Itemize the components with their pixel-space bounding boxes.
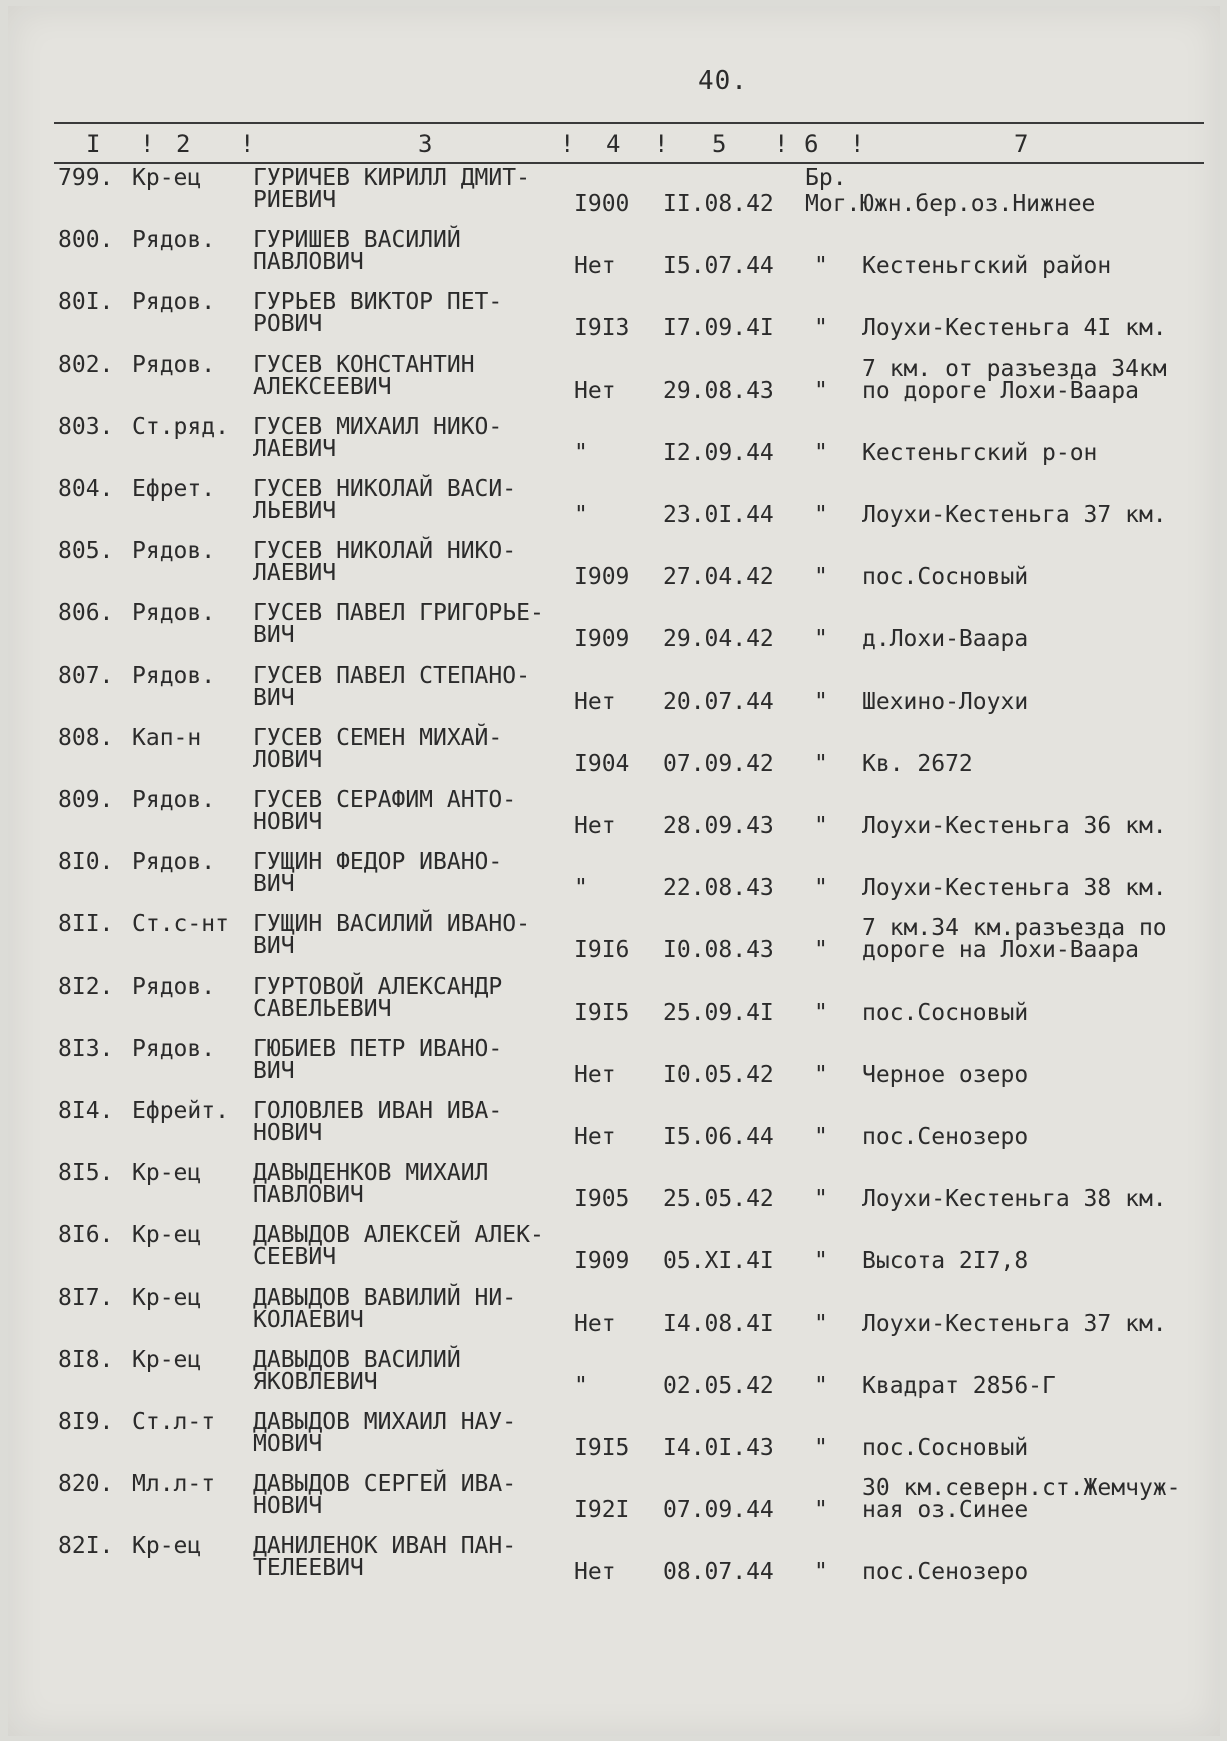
header-sep: ! (850, 130, 865, 158)
row-number: 8I6. (58, 1222, 114, 1249)
name-line-1: ГУРИЧЕВ КИРИЛЛ ДМИТ- (253, 165, 530, 191)
death-date: 07.09.44 (663, 1497, 774, 1524)
table-row (8, 162, 1220, 224)
name-line-1: ДАВЫДЕНКОВ МИХАИЛ (253, 1160, 489, 1187)
place-line-2: Лоухи-Кестеньга 38 км. (862, 1186, 1167, 1213)
header-col-2: 2 (176, 130, 191, 158)
row-number: 804. (58, 476, 114, 502)
table-row (8, 535, 1220, 597)
row-number: 8I0. (58, 849, 114, 876)
name-line-2: НОВИЧ (253, 1120, 323, 1146)
burial-mark: " (814, 813, 828, 839)
birth-year: Нет (574, 688, 616, 715)
birth-year: I9I5 (574, 999, 630, 1026)
death-date: 29.08.43 (663, 377, 774, 404)
place-line-2: Южн.бер.оз.Нижнее (860, 191, 1096, 217)
burial-mark: " (814, 315, 828, 342)
burial-mark-line-2: Мог. (805, 191, 861, 217)
table-row (8, 846, 1220, 908)
row-number: 800. (58, 227, 114, 254)
place-line-2: пос.Сосновый (862, 564, 1029, 591)
burial-mark: " (814, 875, 828, 902)
death-date: 27.04.42 (663, 564, 774, 591)
burial-mark: " (814, 1497, 828, 1524)
rank: Кр-ец (132, 165, 202, 191)
birth-year: " (574, 875, 588, 902)
name-line-2: СЕЕВИЧ (253, 1244, 337, 1271)
table-row (8, 1344, 1220, 1406)
rank: Рядов. (132, 787, 216, 813)
burial-mark: " (814, 1124, 828, 1150)
header-sep: ! (140, 130, 155, 158)
name-line-1: ГУСЕВ СЕМЕН МИХАЙ- (253, 724, 503, 751)
burial-mark: " (814, 502, 828, 528)
rank: Кр-ец (132, 1222, 202, 1249)
place-line-2: пос.Сенозеро (862, 1559, 1029, 1586)
birth-year: Нет (574, 253, 616, 280)
death-date: 07.09.42 (663, 750, 774, 777)
rank: Ефрейт. (132, 1098, 229, 1124)
birth-year: I92I (574, 1497, 630, 1524)
place-line-2: ная оз.Синее (862, 1497, 1029, 1524)
birth-year: I900 (574, 191, 630, 217)
place-line-2: пос.Сенозеро (862, 1124, 1029, 1150)
birth-year: I909 (574, 1248, 630, 1275)
header-col-1: I (86, 130, 101, 158)
document-page (8, 6, 1220, 1736)
table-row (8, 1530, 1220, 1592)
burial-mark: " (814, 688, 828, 715)
name-line-1: ГУРЬЕВ ВИКТОР ПЕТ- (253, 289, 503, 316)
table-row (8, 971, 1220, 1033)
birth-year: I905 (574, 1186, 630, 1213)
header-sep: ! (240, 130, 255, 158)
name-line-2: ПАВЛОВИЧ (253, 249, 364, 276)
burial-mark: " (814, 1559, 828, 1586)
place-line-2: Лоухи-Кестеньга 36 км. (862, 813, 1167, 839)
burial-mark: " (814, 750, 828, 777)
name-line-2: ЛОВИЧ (253, 746, 323, 773)
row-number: 8I7. (58, 1284, 114, 1311)
row-number: 808. (58, 724, 114, 751)
birth-year: " (574, 1372, 588, 1399)
name-line-2: ПАВЛОВИЧ (253, 1182, 364, 1209)
place-line-2: пос.Сосновый (862, 1435, 1029, 1461)
row-number: 803. (58, 413, 114, 440)
table-row (8, 784, 1220, 846)
name-line-1: ГУСЕВ ПАВЕЛ СТЕПАНО- (253, 662, 530, 689)
rank: Рядов. (132, 227, 216, 254)
table-row (8, 1033, 1220, 1095)
name-line-2: ВИЧ (253, 871, 295, 898)
place-line-2: Лоухи-Кестеньга 37 км. (862, 502, 1167, 528)
row-number: 820. (58, 1471, 114, 1498)
rank: Рядов. (132, 600, 216, 627)
table-row (8, 597, 1220, 659)
rank: Кр-ец (132, 1284, 202, 1311)
rank: Рядов. (132, 289, 216, 316)
row-number: 8I9. (58, 1409, 114, 1435)
name-line-1: ГУСЕВ МИХАИЛ НИКО- (253, 413, 503, 440)
burial-mark: " (814, 1372, 828, 1399)
birth-year: Нет (574, 1061, 616, 1088)
rank: Ст.л-т (132, 1409, 216, 1435)
rank: Мл.л-т (132, 1471, 216, 1498)
death-date: 22.08.43 (663, 875, 774, 902)
row-number: 8I3. (58, 1035, 114, 1062)
row-number: 799. (58, 165, 114, 191)
rank: Рядов. (132, 538, 216, 565)
place-line-2: Квадрат 2856-Г (862, 1372, 1056, 1399)
row-number: 8II. (58, 911, 114, 938)
place-line-2: Кестеньгский р-он (862, 439, 1098, 466)
name-line-2: НОВИЧ (253, 1493, 323, 1520)
name-line-2: САВЕЛЬЕВИЧ (253, 995, 392, 1022)
birth-year: " (574, 502, 588, 528)
birth-year: I9I6 (574, 937, 630, 964)
death-date: 08.07.44 (663, 1559, 774, 1586)
name-line-2: АЛЕКСЕЕВИЧ (253, 373, 392, 400)
place-line-2: Черное озеро (862, 1061, 1029, 1088)
name-line-1: ГУРТОВОЙ АЛЕКСАНДР (253, 973, 503, 1000)
name-line-1: ДАВЫДОВ ВАСИЛИЙ (253, 1346, 461, 1373)
birth-year: I904 (574, 750, 630, 777)
name-line-2: ЛАЕВИЧ (253, 560, 337, 587)
place-line-2: дороге на Лохи-Ваара (862, 937, 1139, 964)
death-date: 29.04.42 (663, 626, 774, 653)
death-date: I2.09.44 (663, 439, 774, 466)
table-row (8, 349, 1220, 411)
burial-mark: " (814, 564, 828, 591)
place-line-2: Лоухи-Кестеньга 37 км. (862, 1310, 1167, 1337)
name-line-1: ГУРИШЕВ ВАСИЛИЙ (253, 227, 461, 254)
birth-year: " (574, 439, 588, 466)
page-number: 40. (698, 66, 748, 96)
death-date: I5.06.44 (663, 1124, 774, 1150)
birth-year: Нет (574, 1559, 616, 1586)
name-line-1: ГУСЕВ НИКОЛАЙ НИКО- (253, 538, 517, 565)
birth-year: Нет (574, 813, 616, 839)
table-row (8, 1095, 1220, 1157)
name-line-2: ВИЧ (253, 1057, 295, 1084)
name-line-1: ГОЛОВЛЕВ ИВАН ИВА- (253, 1098, 503, 1124)
name-line-1: ГЮБИЕВ ПЕТР ИВАНО- (253, 1035, 503, 1062)
header-sep: ! (654, 130, 669, 158)
name-line-1: ДАНИЛЕНОК ИВАН ПАН- (253, 1533, 517, 1560)
death-date: 25.09.4I (663, 999, 774, 1026)
rank: Рядов. (132, 973, 216, 1000)
birth-year: Нет (574, 377, 616, 404)
name-line-2: РОВИЧ (253, 311, 323, 338)
table-header (8, 130, 1220, 160)
row-number: 80I. (58, 289, 114, 316)
place-line-2: Кестеньгский район (862, 253, 1112, 280)
rank: Рядов. (132, 849, 216, 876)
table-row (8, 224, 1220, 286)
name-line-1: ГУСЕВ КОНСТАНТИН (253, 351, 475, 378)
death-date: I0.08.43 (663, 937, 774, 964)
table-row (8, 286, 1220, 348)
row-number: 809. (58, 787, 114, 813)
birth-year: I909 (574, 564, 630, 591)
rank: Рядов. (132, 1035, 216, 1062)
birth-year: Нет (574, 1310, 616, 1337)
name-line-1: ГУСЕВ ПАВЕЛ ГРИГОРЬЕ- (253, 600, 544, 627)
rank: Рядов. (132, 662, 216, 689)
name-line-2: КОЛАЕВИЧ (253, 1306, 364, 1333)
death-date: 23.0I.44 (663, 502, 774, 528)
header-col-5: 5 (712, 130, 727, 158)
header-col-3: 3 (418, 130, 433, 158)
name-line-1: ДАВЫДОВ СЕРГЕЙ ИВА- (253, 1471, 517, 1498)
table-row (8, 411, 1220, 473)
row-number: 8I4. (58, 1098, 114, 1124)
row-number: 806. (58, 600, 114, 627)
death-date: I0.05.42 (663, 1061, 774, 1088)
name-line-1: ГУЩИН ФЕДОР ИВАНО- (253, 849, 503, 876)
place-line-1: 7 км. от разъезда 34км (862, 355, 1167, 382)
name-line-2: ТЕЛЕЕВИЧ (253, 1555, 364, 1582)
table-row (8, 908, 1220, 970)
table-row (8, 473, 1220, 535)
name-line-1: ДАВЫДОВ АЛЕКСЕЙ АЛЕК- (253, 1222, 544, 1249)
burial-mark: " (814, 1435, 828, 1461)
row-number: 8I5. (58, 1160, 114, 1187)
burial-mark: " (814, 439, 828, 466)
name-line-1: ГУСЕВ НИКОЛАЙ ВАСИ- (253, 476, 517, 502)
place-line-2: д.Лохи-Ваара (862, 626, 1029, 653)
burial-mark: " (814, 377, 828, 404)
name-line-1: ГУСЕВ СЕРАФИМ АНТО- (253, 787, 517, 813)
burial-mark: " (814, 626, 828, 653)
row-number: 8I8. (58, 1346, 114, 1373)
table-row (8, 1406, 1220, 1468)
burial-mark: " (814, 999, 828, 1026)
name-line-2: ВИЧ (253, 684, 295, 711)
place-line-2: Высота 2I7,8 (862, 1248, 1029, 1275)
table-row (8, 660, 1220, 722)
death-date: I4.08.4I (663, 1310, 774, 1337)
birth-year: I9I3 (574, 315, 630, 342)
table-row (8, 1157, 1220, 1219)
name-line-2: ВИЧ (253, 622, 295, 649)
name-line-1: ДАВЫДОВ ВАВИЛИЙ НИ- (253, 1284, 517, 1311)
burial-mark: " (814, 1186, 828, 1213)
place-line-2: Лоухи-Кестеньга 4I км. (862, 315, 1167, 342)
name-line-1: ДАВЫДОВ МИХАИЛ НАУ- (253, 1409, 517, 1435)
burial-mark-line-1: Бр. (805, 165, 847, 191)
rank: Кап-н (132, 724, 202, 751)
header-sep: ! (560, 130, 575, 158)
row-number: 807. (58, 662, 114, 689)
burial-mark: " (814, 1248, 828, 1275)
death-date: 02.05.42 (663, 1372, 774, 1399)
name-line-2: НОВИЧ (253, 809, 323, 835)
place-line-2: пос.Сосновый (862, 999, 1029, 1026)
death-date: 05.XI.4I (663, 1248, 774, 1275)
death-date: I4.0I.43 (663, 1435, 774, 1461)
table-row (8, 722, 1220, 784)
place-line-2: по дороге Лохи-Ваара (862, 377, 1139, 404)
table-top-rule (54, 122, 1204, 124)
header-col-4: 4 (606, 130, 621, 158)
place-line-2: Кв. 2672 (862, 750, 973, 777)
rank: Кр-ец (132, 1160, 202, 1187)
table-row (8, 1282, 1220, 1344)
death-date: 28.09.43 (663, 813, 774, 839)
name-line-2: ЯКОВЛЕВИЧ (253, 1368, 378, 1395)
birth-year: I909 (574, 626, 630, 653)
burial-mark: " (814, 1310, 828, 1337)
rank: Ст.с-нт (132, 911, 229, 938)
death-date: 20.07.44 (663, 688, 774, 715)
table-row (8, 1468, 1220, 1530)
place-line-2: Шехино-Лоухи (862, 688, 1029, 715)
row-number: 805. (58, 538, 114, 565)
burial-mark: " (814, 1061, 828, 1088)
birth-year: Нет (574, 1124, 616, 1150)
rank: Кр-ец (132, 1346, 202, 1373)
name-line-2: ВИЧ (253, 933, 295, 960)
death-date: 25.05.42 (663, 1186, 774, 1213)
death-date: I5.07.44 (663, 253, 774, 280)
header-col-6: 6 (804, 130, 819, 158)
place-line-1: 30 км.северн.ст.Жемчуж- (862, 1475, 1181, 1502)
rank: Ефрет. (132, 476, 216, 502)
name-line-2: ЛАЕВИЧ (253, 435, 337, 462)
birth-year: I9I5 (574, 1435, 630, 1461)
table-row (8, 1219, 1220, 1281)
place-line-1: 7 км.34 км.разъезда по (862, 915, 1167, 942)
burial-mark: " (814, 937, 828, 964)
rank: Рядов. (132, 351, 216, 378)
place-line-2: Лоухи-Кестеньга 38 км. (862, 875, 1167, 902)
name-line-2: РИЕВИЧ (253, 187, 337, 213)
name-line-1: ГУЩИН ВАСИЛИЙ ИВАНО- (253, 911, 530, 938)
burial-mark: " (814, 253, 828, 280)
rank: Ст.ряд. (132, 413, 229, 440)
row-number: 802. (58, 351, 114, 378)
death-date: I7.09.4I (663, 315, 774, 342)
name-line-2: ЛЬЕВИЧ (253, 498, 337, 524)
death-date: II.08.42 (663, 191, 774, 217)
row-number: 8I2. (58, 973, 114, 1000)
rank: Кр-ец (132, 1533, 202, 1560)
header-col-7: 7 (1014, 130, 1029, 158)
header-sep: ! (774, 130, 789, 158)
name-line-2: МОВИЧ (253, 1431, 323, 1457)
row-number: 82I. (58, 1533, 114, 1560)
